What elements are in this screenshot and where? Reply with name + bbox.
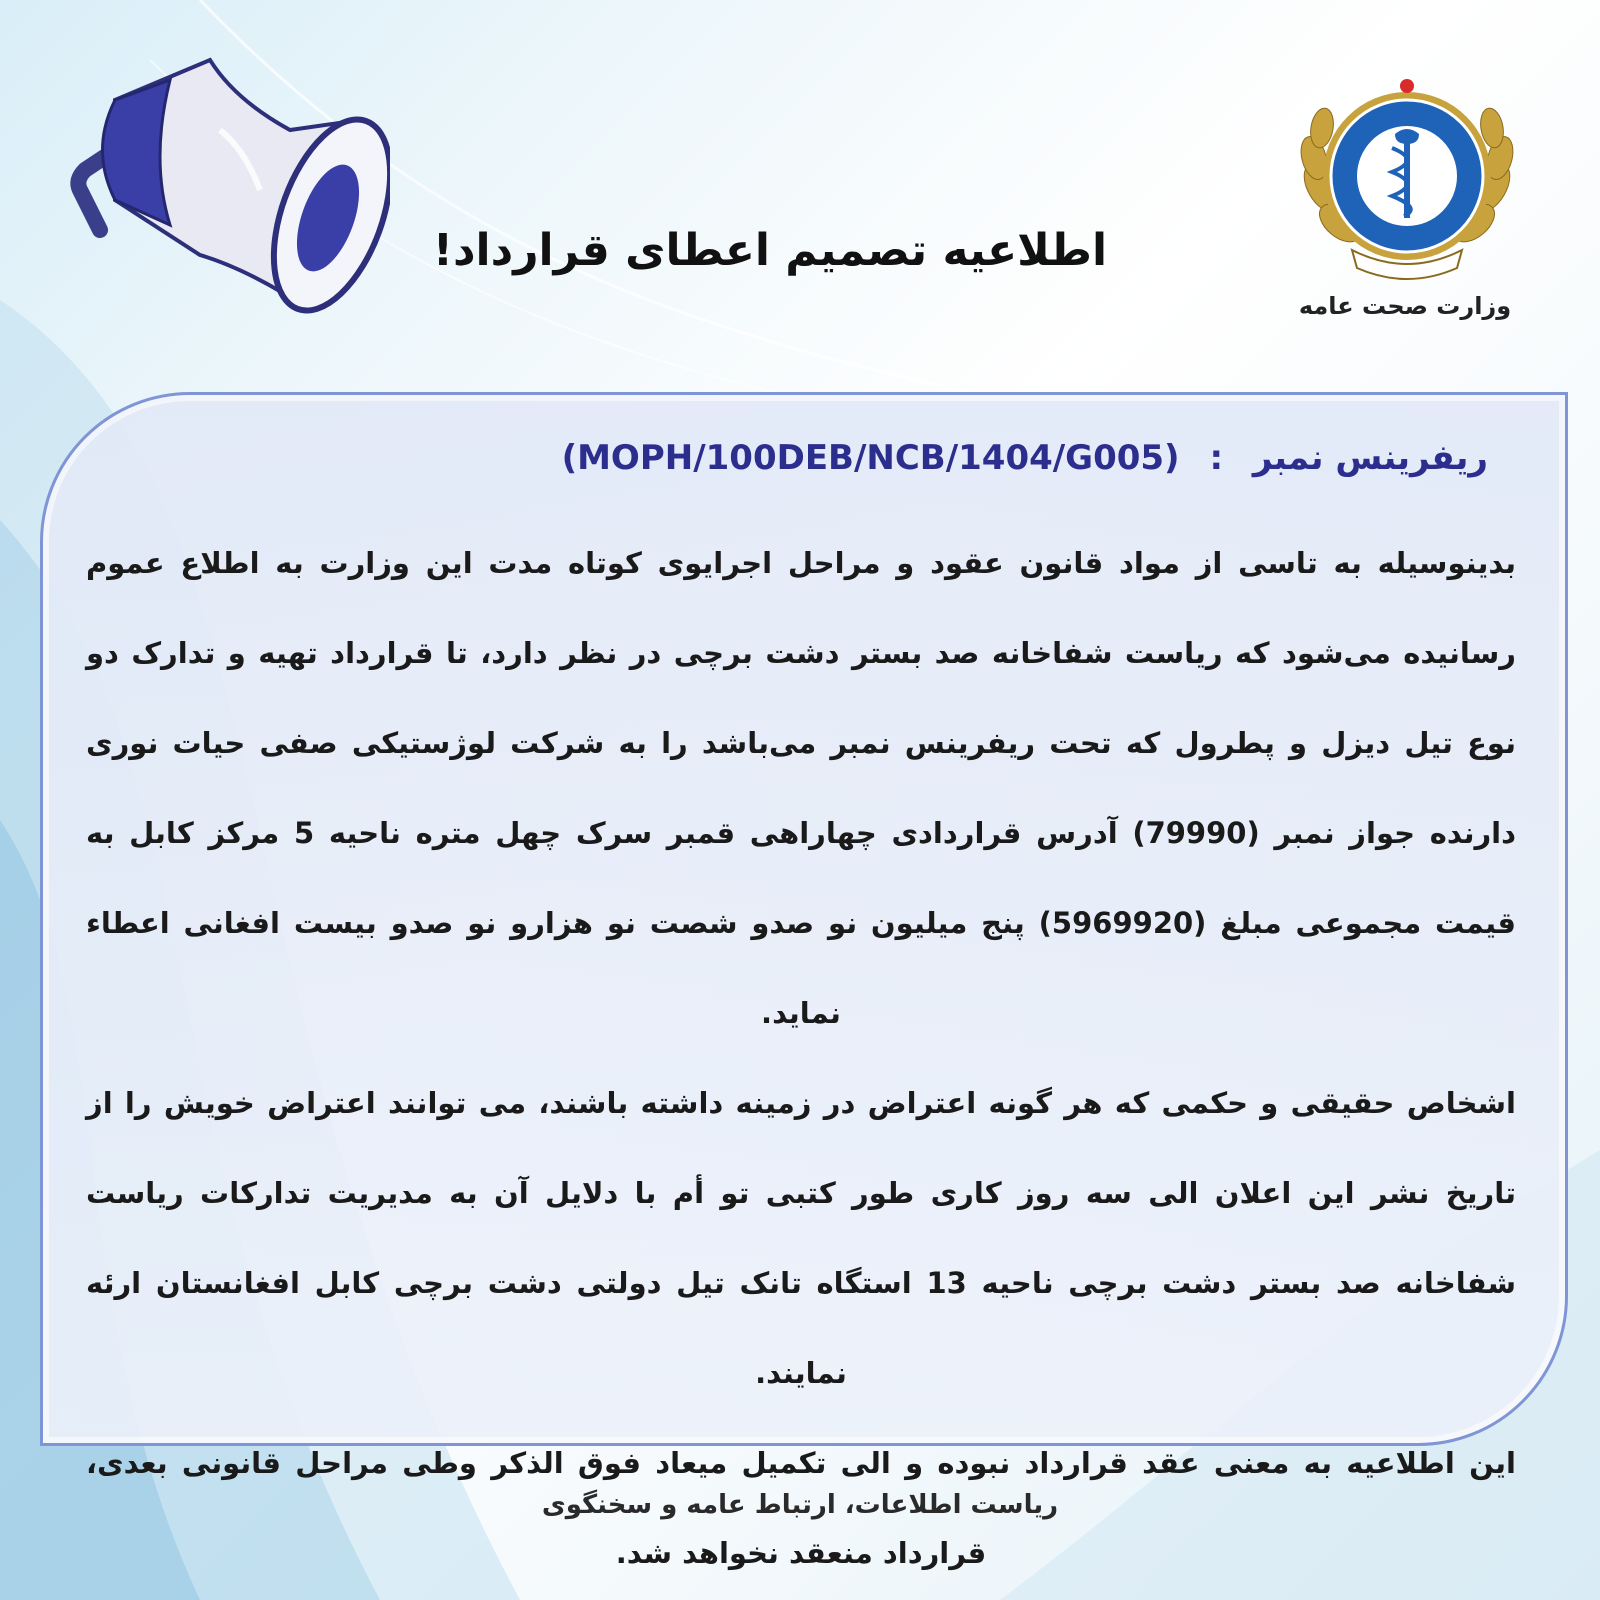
megaphone-icon — [60, 40, 390, 330]
reference-code: (MOPH/100DEB/NCB/1404/G005) — [561, 438, 1180, 478]
footer-department: ریاست اطلاعات، ارتباط عامه و سخنگوی — [541, 1490, 1059, 1520]
paragraph-objection: اشخاص حقیقی و حکمی که هر گونه اعتراض در زمینه داشته باشند، می توانند اعتراض خویش را از تاریخ نشر این اعلان الی سه روز کاری طور کتبی تو أم با دلایل آن به مدیریت تدارکات ریاست شفاخانه صد بستر دشت برچی ناحیه 13 استگاه تانک تیل دولتی دشت برچی کابل افغانستان ارئه نمایند. — [86, 1086, 1516, 1390]
paragraph-award: بدینوسیله به تاسی از مواد قانون عقود و مراحل اجرایوی کوتاه مدت این وزارت به اطلاع عموم رسانیده می‌شود که ریاست شفاخانه صد بستر دشت برچی در نظر دارد، تا قرارداد تهیه و تدارک دو نوع تیل دیزل و پطرول که تحت ریفرینس نمبر می‌باشد را به شرکت لوژستیکی صفی حیات نوری دارنده جواز نمبر (79990) آدرس قراردادی چهاراهی قمبر سرک چهل متره ناحیه 5 مرکز کابل به قیمت مجموعی مبلغ (5969920) پنج میلیون نو صدو شصت نو هزارو نو صدو بیست افغانی اعطاء نماید. — [86, 546, 1516, 1030]
page-title: اطلاعیه تصمیم اعطای قرارداد! — [432, 225, 1108, 276]
reference-line — [488, 438, 1488, 478]
reference-label: ریفرینس نمبر — [1252, 438, 1488, 478]
announcement-body — [86, 518, 1516, 1598]
reference-separator: : — [1209, 438, 1224, 478]
ministry-caption: وزارت صحت عامه — [1298, 292, 1512, 320]
ministry-emblem-icon — [1292, 68, 1522, 298]
paragraph-disclaimer: این اطلاعیه به معنی عقد قرارداد نبوده و الی تکمیل میعاد فوق الذکر وطی مراحل قانونی بعدی، قرارداد منعقد نخواهد شد. — [86, 1446, 1516, 1570]
